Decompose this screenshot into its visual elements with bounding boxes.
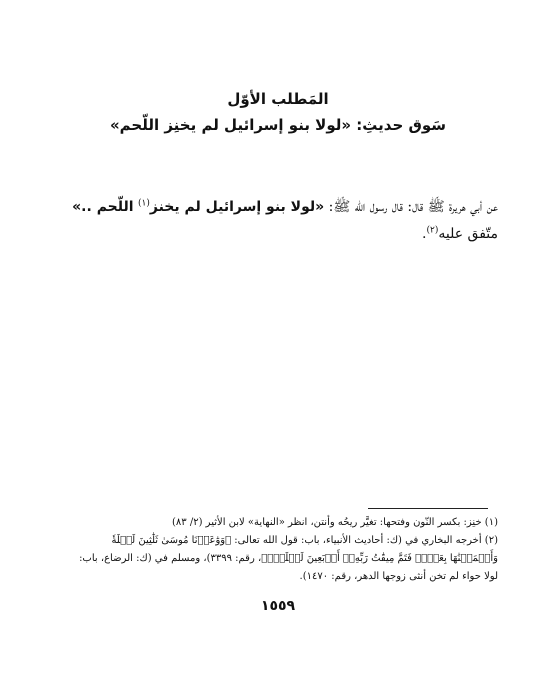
hadith-quote: «لولا بنو إسرائيل لم يخنز bbox=[149, 199, 325, 215]
footnote-ref-1: (١) bbox=[138, 198, 150, 209]
footnote-ref-2: (٢) bbox=[426, 225, 439, 236]
footnotes bbox=[66, 514, 498, 586]
section-subtitle: سَوق حديثِ: «لولا بنو إسرائيل لم يخنِز اللّحم» bbox=[109, 116, 447, 134]
hadith-intro: عن أبي هريرة ﷺ قال: قال رسول الله ﷺ: bbox=[324, 199, 498, 215]
footnote-2: (٢) أخرجه البخاري في (ك: أحاديث الأنبياء، باب: قول الله تعالى: ﴿وَوَٰعَدۡنَا مُوسَىٰ ثَلَٰثِينَ لَيۡلَةٗ وَأَتۡمَمۡنَٰهَا بِعَشۡرٖ فَتَمَّ مِيقَٰتُ رَبِّهِۦٓ أَرۡبَعِينَ لَيۡلَةٗۚ﴾، رقم: ٣٣٩٩)، ومسلم في (ك: الرضاع، باب: لولا حواء لم تخن أنثى زوجها الدهر، رقم: ١٤٧٠). bbox=[79, 535, 498, 582]
hadith-paragraph bbox=[58, 194, 498, 248]
page-number: ١٥٥٩ bbox=[260, 598, 296, 614]
hadith-quote-end: اللّحم ..» bbox=[72, 199, 134, 215]
footnote-separator bbox=[368, 508, 488, 509]
section-title: المَطلب الأوّل bbox=[227, 90, 329, 108]
sentence-end: . bbox=[422, 226, 427, 242]
hadith-source: متّفق عليه bbox=[438, 226, 498, 242]
footnote-1: (١) خنِز: بكسر النّون وفتحها: تغيَّر ريحُه وأنتن، انظر «النهاية» لابن الأثير (٢/ ٨٣) bbox=[172, 517, 498, 528]
